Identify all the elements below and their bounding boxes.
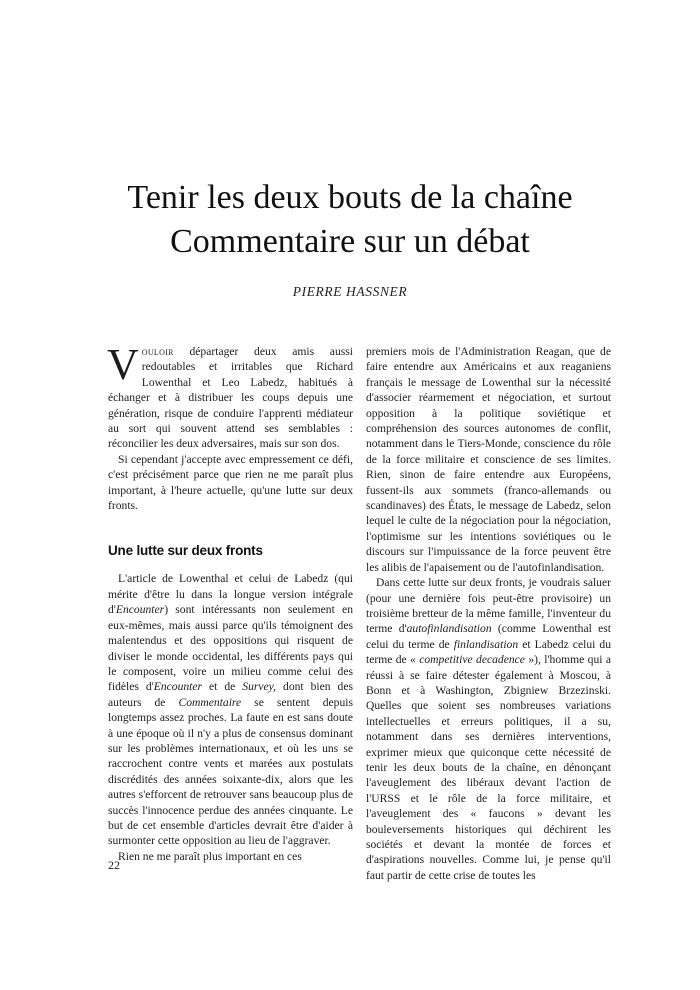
text-run: (comme Lowenthal est celui du terme de — [366, 622, 611, 651]
article-title-line-2: Commentaire sur un débat — [170, 223, 530, 260]
italic-encounter: Encounter — [115, 603, 165, 617]
page-number: 22 — [108, 858, 120, 872]
author-name: PIERRE HASSNER — [292, 284, 408, 299]
intro-text: départager deux amis aussi redoutables et irritables que Richard Lowenthal et Leo Labedz, habitués à échanger et à distribuer les coups depuis une génération, risque de conduire l'apprenti médiateur au sort qui souvent attend ses semblables : réconcilier les deux adversaires, mais sur son dos. — [108, 345, 353, 451]
italic-commentaire: Commentaire — [178, 695, 242, 709]
paragraph-rien: Rien ne me paraît plus important en ces — [118, 849, 302, 863]
text-run: »), l'homme qui a réussi à se faire détester également à Moscou, à Bonn et à Washington, Zbigniew Brzezinski. Quelles que soient ses nombreuses variations intellectuelles et erreurs politiques, il a su, notamment dans ses dernières interventions, exprimer mieux que quiconque cette nécessité de tenir les deux bouts de la chaîne, en dénonçant l'aveuglement des libéraux devant l'action de l'URSS et le rôle de la force militaire, et l'aveuglement des « faucons » devant les bouleversements historiques qui déchirent les sociétés et devant la montée de forces et d'aspirations nouvelles. Comme lui, je pense qu'il faut partir de cette crise de toutes les — [366, 653, 612, 882]
right-column — [366, 344, 611, 883]
section-heading: Une lutte sur deux fronts — [108, 543, 263, 559]
paragraph-brzezinski — [366, 575, 611, 883]
paragraph-reagan: premiers mois de l'Administration Reagan, que de faire entendre aux Américains et aux reaganiens français le message de Lowenthal sur la nécessité d'associer réarmement et négociation, et surtout opposition à la politique soviétique et compréhension des sources autonomes de conflit, notamment dans le Tiers-Monde, conscience du rôle de la force militaire et conscience de ses limites. Rien, sinon de faire entendre aux Européens, fussent-ils aux sommets (franco-allemands ou scandinaves) des États, le message de Labedz, selon lequel le culte de la négociation pour la négociation, l'optimisme sur les intentions soviétiques ou le discours sur l'impuissance de la force peuvent être les alibis de l'apaisement ou de l'autofinlandisation. — [366, 345, 611, 574]
lead-smallcaps: ouloir — [141, 345, 174, 358]
italic-autofinlandisation: autofinlandisation — [406, 622, 492, 636]
text-run: ) sont intéressants non seulement en eux-mêmes, mais aussi parce qu'ils témoignent des malentendus et des oppositions qui risquent de diviser le monde occidental, les différents pays qui le composent, voire un milieu comme celui des fidèles d' — [108, 603, 353, 694]
paragraph-defi: Si cependant j'accepte avec empressement ce défi, c'est précisément parce que rien ne me paraît plus important, à l'heure actuelle, qu'une lutte sur deux fronts. — [108, 452, 353, 513]
italic-finlandisation: finlandisation — [453, 637, 519, 651]
left-column — [107, 340, 353, 864]
text-run: et Labedz celui du terme de « — [366, 637, 611, 667]
text-run: dont bien des auteurs de — [108, 680, 353, 709]
italic-competitive-decadence: competitive decadence — [419, 653, 525, 667]
italic-encounter: Encounter — [153, 680, 203, 694]
text-run: Dans cette lutte sur deux fronts, je voudrais saluer (pour une dernière fois peut-être provisoire) un troisième bretteur de la même famille, l'inventeur du terme d' — [366, 576, 611, 636]
text-run: L'article de Lowenthal et celui de Labedz (qui mérite d'être lu dans la longue version intégrale d' — [108, 572, 353, 617]
text-run: et de — [202, 680, 243, 694]
paragraph-article — [108, 571, 353, 848]
article-title — [60, 176, 640, 264]
text-run: se sentent depuis longtemps assez proches. La faute en est sans doute à une époque où il n'y a plus de consensus dominant sur les problèmes internationaux, et où les uns se raccrochent contre vents et marées aux postulats discrédités des années soixante-dix, alors que les autres s'efforcent de retrouver sans beaucoup plus de succès l'innocence perdue des années cinquante. Le but de cet ensemble d'articles devrait être d'aider à surmonter cette opposition au lieu de l'aggraver. — [108, 695, 353, 848]
article-title-line-1: Tenir les deux bouts de la chaîne — [127, 179, 573, 216]
italic-survey: Survey, — [242, 680, 277, 694]
drop-cap: V — [107, 340, 139, 389]
paragraph-intro — [107, 340, 353, 452]
